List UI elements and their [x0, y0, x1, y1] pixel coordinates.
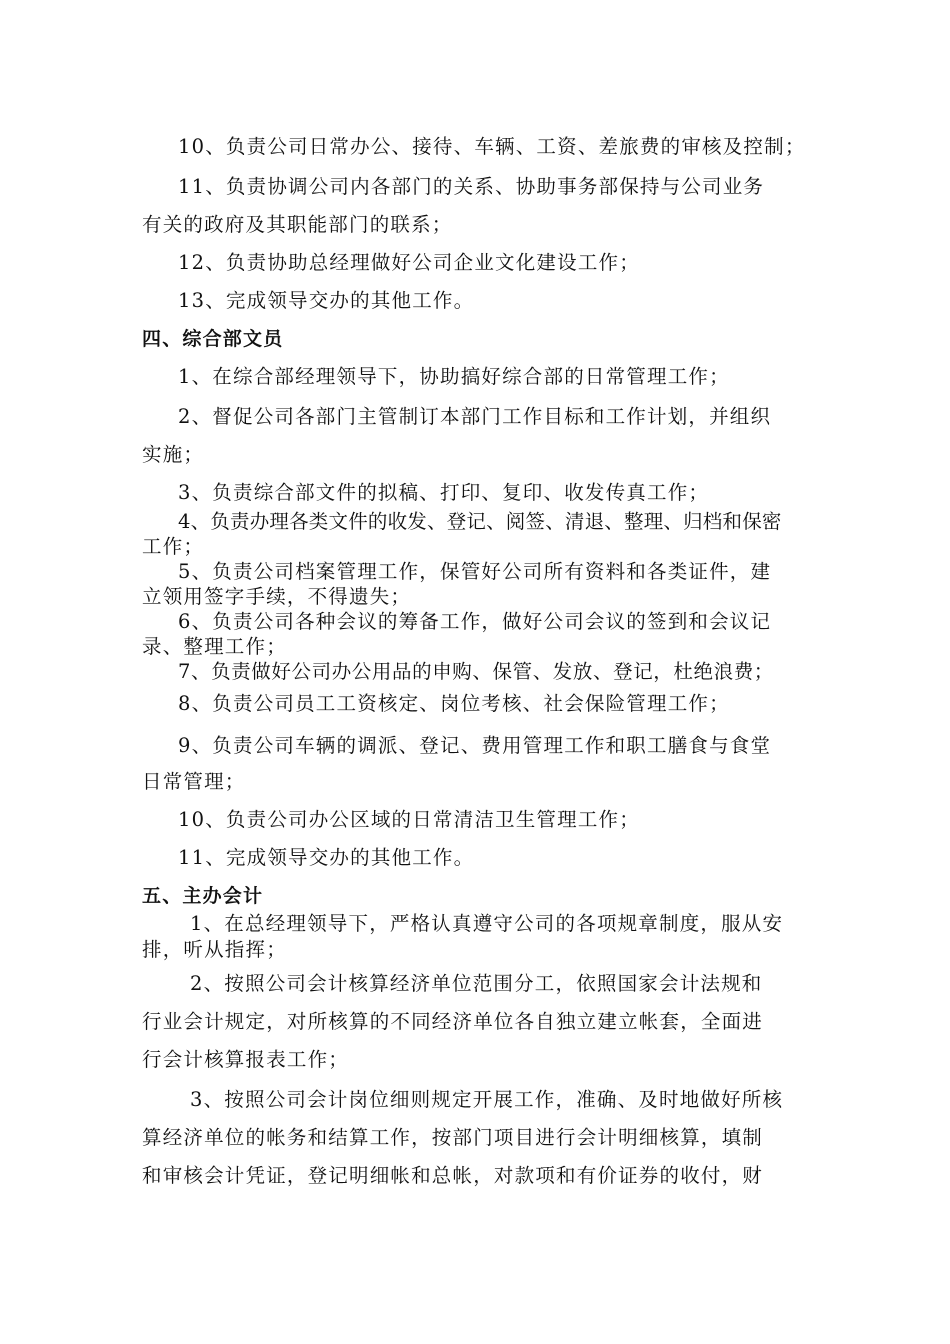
text-line: 5、负责公司档案管理工作，保管好公司所有资料和各类证件，建 [178, 560, 772, 583]
section-heading: 四、综合部文员 [142, 328, 284, 350]
text-line: 3、按照公司会计岗位细则规定开展工作，准确、及时地做好所核 [190, 1088, 784, 1111]
text-line: 11、负责协调公司内各部门的关系、协助事务部保持与公司业务 [178, 175, 765, 198]
text-line: 1、在总经理领导下，严格认真遵守公司的各项规章制度，服从安 [190, 912, 784, 935]
text-line: 10、负责公司日常办公、接待、车辆、工资、差旅费的审核及控制； [178, 135, 806, 158]
text-line: 13、完成领导交办的其他工作。 [178, 289, 475, 312]
text-line: 实施； [142, 443, 205, 466]
text-line: 立领用签字手续，不得遗失； [142, 585, 412, 608]
text-line: 工作； [142, 535, 205, 558]
text-line: 和审核会计凭证，登记明细帐和总帐，对款项和有价证券的收付，财 [142, 1164, 764, 1187]
text-line: 算经济单位的帐务和结算工作，按部门项目进行会计明细核算，填制 [142, 1126, 764, 1149]
text-line: 8、负责公司员工工资核定、岗位考核、社会保险管理工作； [178, 692, 730, 715]
text-line: 1、在综合部经理领导下，协助搞好综合部的日常管理工作； [178, 365, 730, 388]
text-line: 9、负责公司车辆的调派、登记、费用管理工作和职工膳食与食堂 [178, 734, 772, 757]
text-line: 排，听从指挥； [142, 938, 287, 961]
text-line: 日常管理； [142, 770, 246, 793]
text-line: 有关的政府及其职能部门的联系； [142, 213, 453, 236]
text-line: 11、完成领导交办的其他工作。 [178, 846, 475, 869]
text-line: 10、负责公司办公区域的日常清洁卫生管理工作； [178, 808, 640, 831]
text-line: 行业会计规定，对所核算的不同经济单位各自独立建立帐套，全面进 [142, 1010, 764, 1033]
text-line: 2、按照公司会计核算经济单位范围分工，依照国家会计法规和 [190, 972, 763, 995]
text-line: 6、负责公司各种会议的筹备工作，做好公司会议的签到和会议记 [178, 610, 772, 633]
text-line: 2、督促公司各部门主管制订本部门工作目标和工作计划，并组织 [178, 405, 772, 428]
text-line: 12、负责协助总经理做好公司企业文化建设工作； [178, 251, 640, 274]
text-line: 7、负责做好公司办公用品的申购、保管、发放、登记，杜绝浪费； [178, 660, 774, 683]
text-line: 录、整理工作； [142, 635, 287, 658]
text-line: 3、负责综合部文件的拟稿、打印、复印、收发传真工作； [178, 481, 710, 504]
section-heading: 五、主办会计 [142, 885, 264, 907]
text-line: 行会计核算报表工作； [142, 1048, 350, 1071]
text-line: 4、负责办理各类文件的收发、登记、阅签、清退、整理、归档和保密 [178, 510, 782, 533]
